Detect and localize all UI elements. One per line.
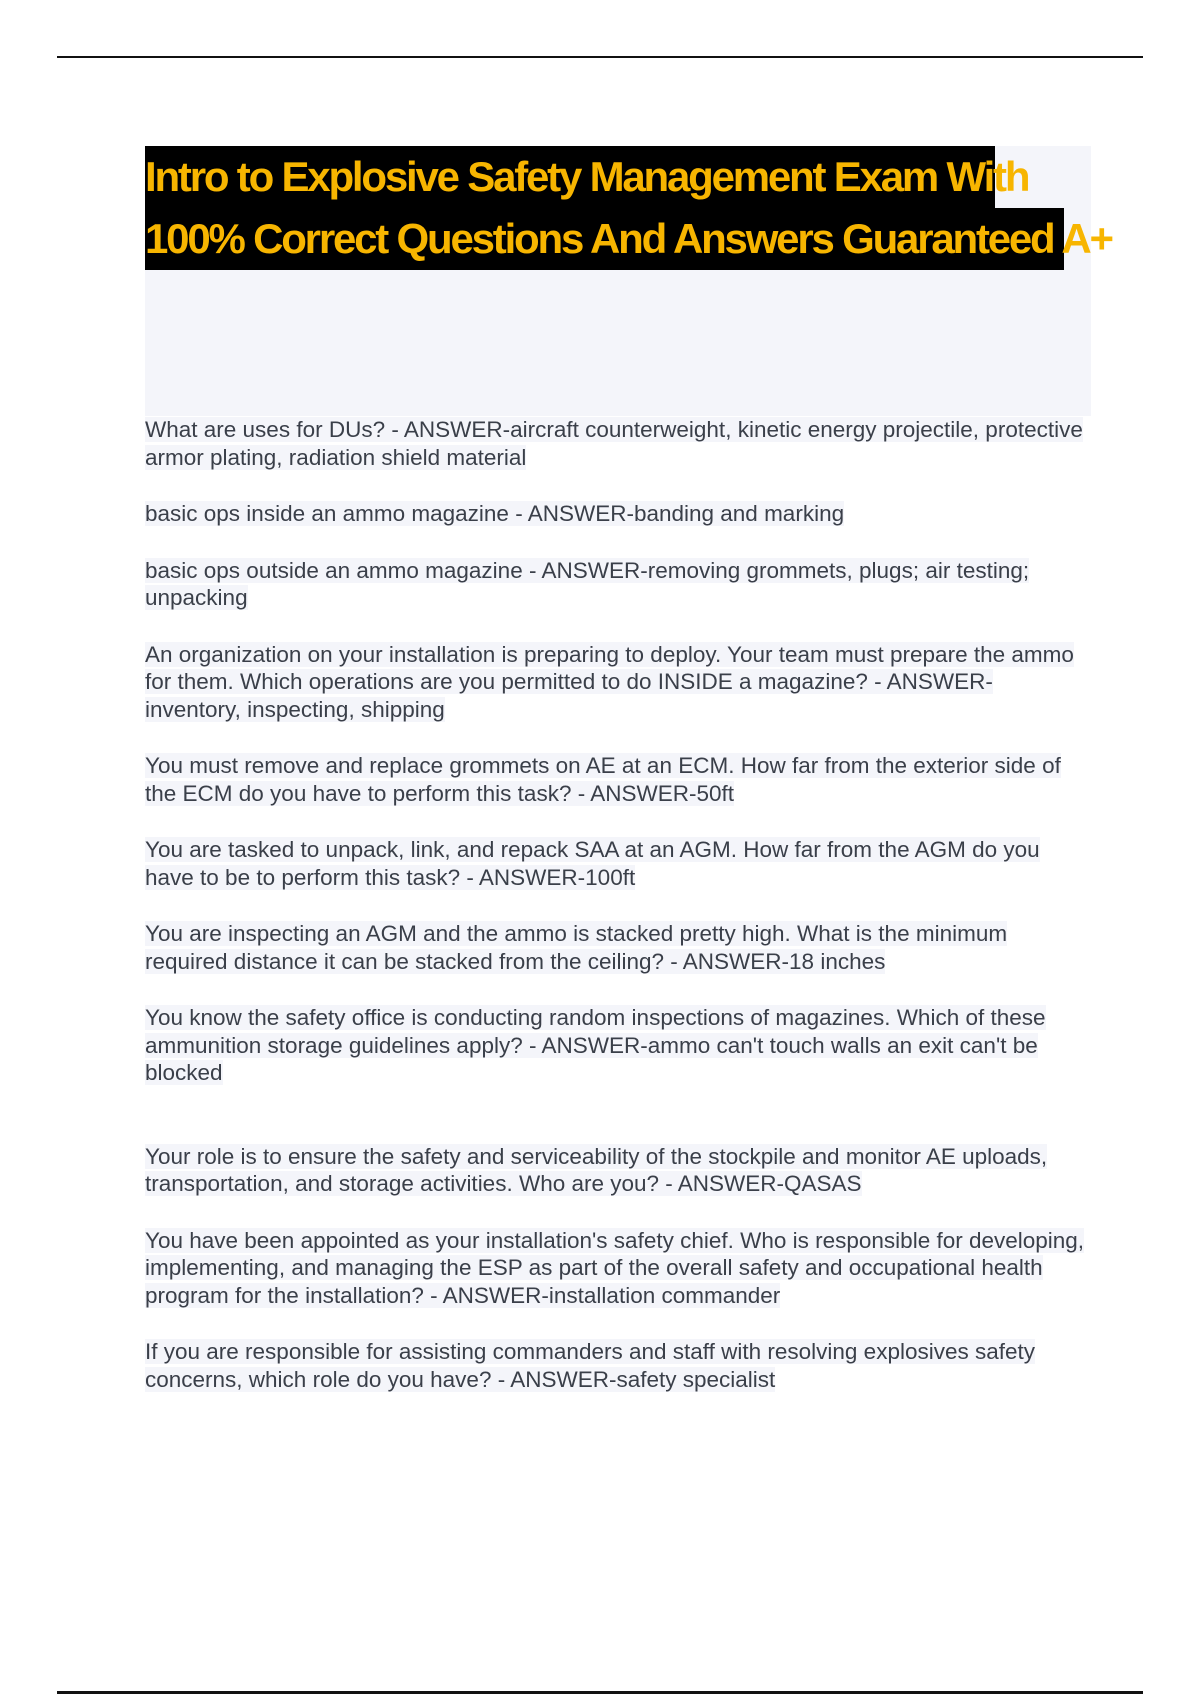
qa-item <box>145 641 1085 724</box>
qa-text: An organization on your installation is preparing to deploy. Your team must prepare the ammo for them. Which operations are you permitted to do INSIDE a magazine? - ANSWER-inventory, inspecting, shipping <box>145 641 1074 722</box>
header-rule <box>57 56 1143 58</box>
qa-text: What are uses for DUs? - ANSWER-aircraft counterweight, kinetic energy projectile, protective armor plating, radiation shield material <box>145 417 1083 470</box>
qa-item <box>145 836 1085 891</box>
qa-text: Your role is to ensure the safety and serviceability of the stockpile and monitor AE uploads, transportation, and storage activities. Who are you? - ANSWER-QASAS <box>145 1143 1048 1196</box>
footer-rule <box>57 1691 1143 1694</box>
document-title-line-2: 100% Correct Questions And Answers Guaranteed A+ <box>145 208 1064 270</box>
qa-text: You are inspecting an AGM and the ammo is stacked pretty high. What is the minimum required distance it can be stacked from the ceiling? - ANSWER-18 inches <box>145 921 1008 974</box>
qa-item <box>145 500 1085 528</box>
qa-text: You must remove and replace grommets on AE at an ECM. How far from the exterior side of the ECM do you have to perform this task? - ANSWER-50ft <box>145 753 1061 806</box>
qa-text: If you are responsible for assisting commanders and staff with resolving explosives safety concerns, which role do you have? - ANSWER-safety specialist <box>145 1339 1036 1392</box>
qa-text: You know the safety office is conducting random inspections of magazines. Which of these ammunition storage guidelines apply? - ANSWER-ammo can't touch walls an exit can't be blocked <box>145 1005 1046 1085</box>
qa-item <box>145 416 1085 471</box>
qa-item <box>145 752 1085 807</box>
qa-list <box>145 416 1085 1422</box>
qa-item <box>145 1227 1085 1310</box>
qa-text: basic ops inside an ammo magazine - ANSWER-banding and marking <box>145 501 845 526</box>
qa-item <box>145 1338 1085 1393</box>
qa-text: You have been appointed as your installation's safety chief. Who is responsible for developing, implementing, and managing the ESP as part of the overall safety and occupational health program for the installation? - ANSWER-installation commander <box>145 1227 1085 1308</box>
qa-item <box>145 557 1085 612</box>
qa-item <box>145 1143 1085 1198</box>
document-title-line-1: Intro to Explosive Safety Management Exam With <box>145 146 995 208</box>
qa-text: basic ops outside an ammo magazine - ANSWER-removing grommets, plugs; air testing; unpacking <box>145 557 1030 610</box>
qa-item <box>145 1004 1085 1087</box>
qa-text: You are tasked to unpack, link, and repack SAA at an AGM. How far from the AGM do you have to be to perform this task? - ANSWER-100ft <box>145 837 1040 890</box>
qa-item <box>145 920 1085 975</box>
title-banner <box>145 146 1112 416</box>
